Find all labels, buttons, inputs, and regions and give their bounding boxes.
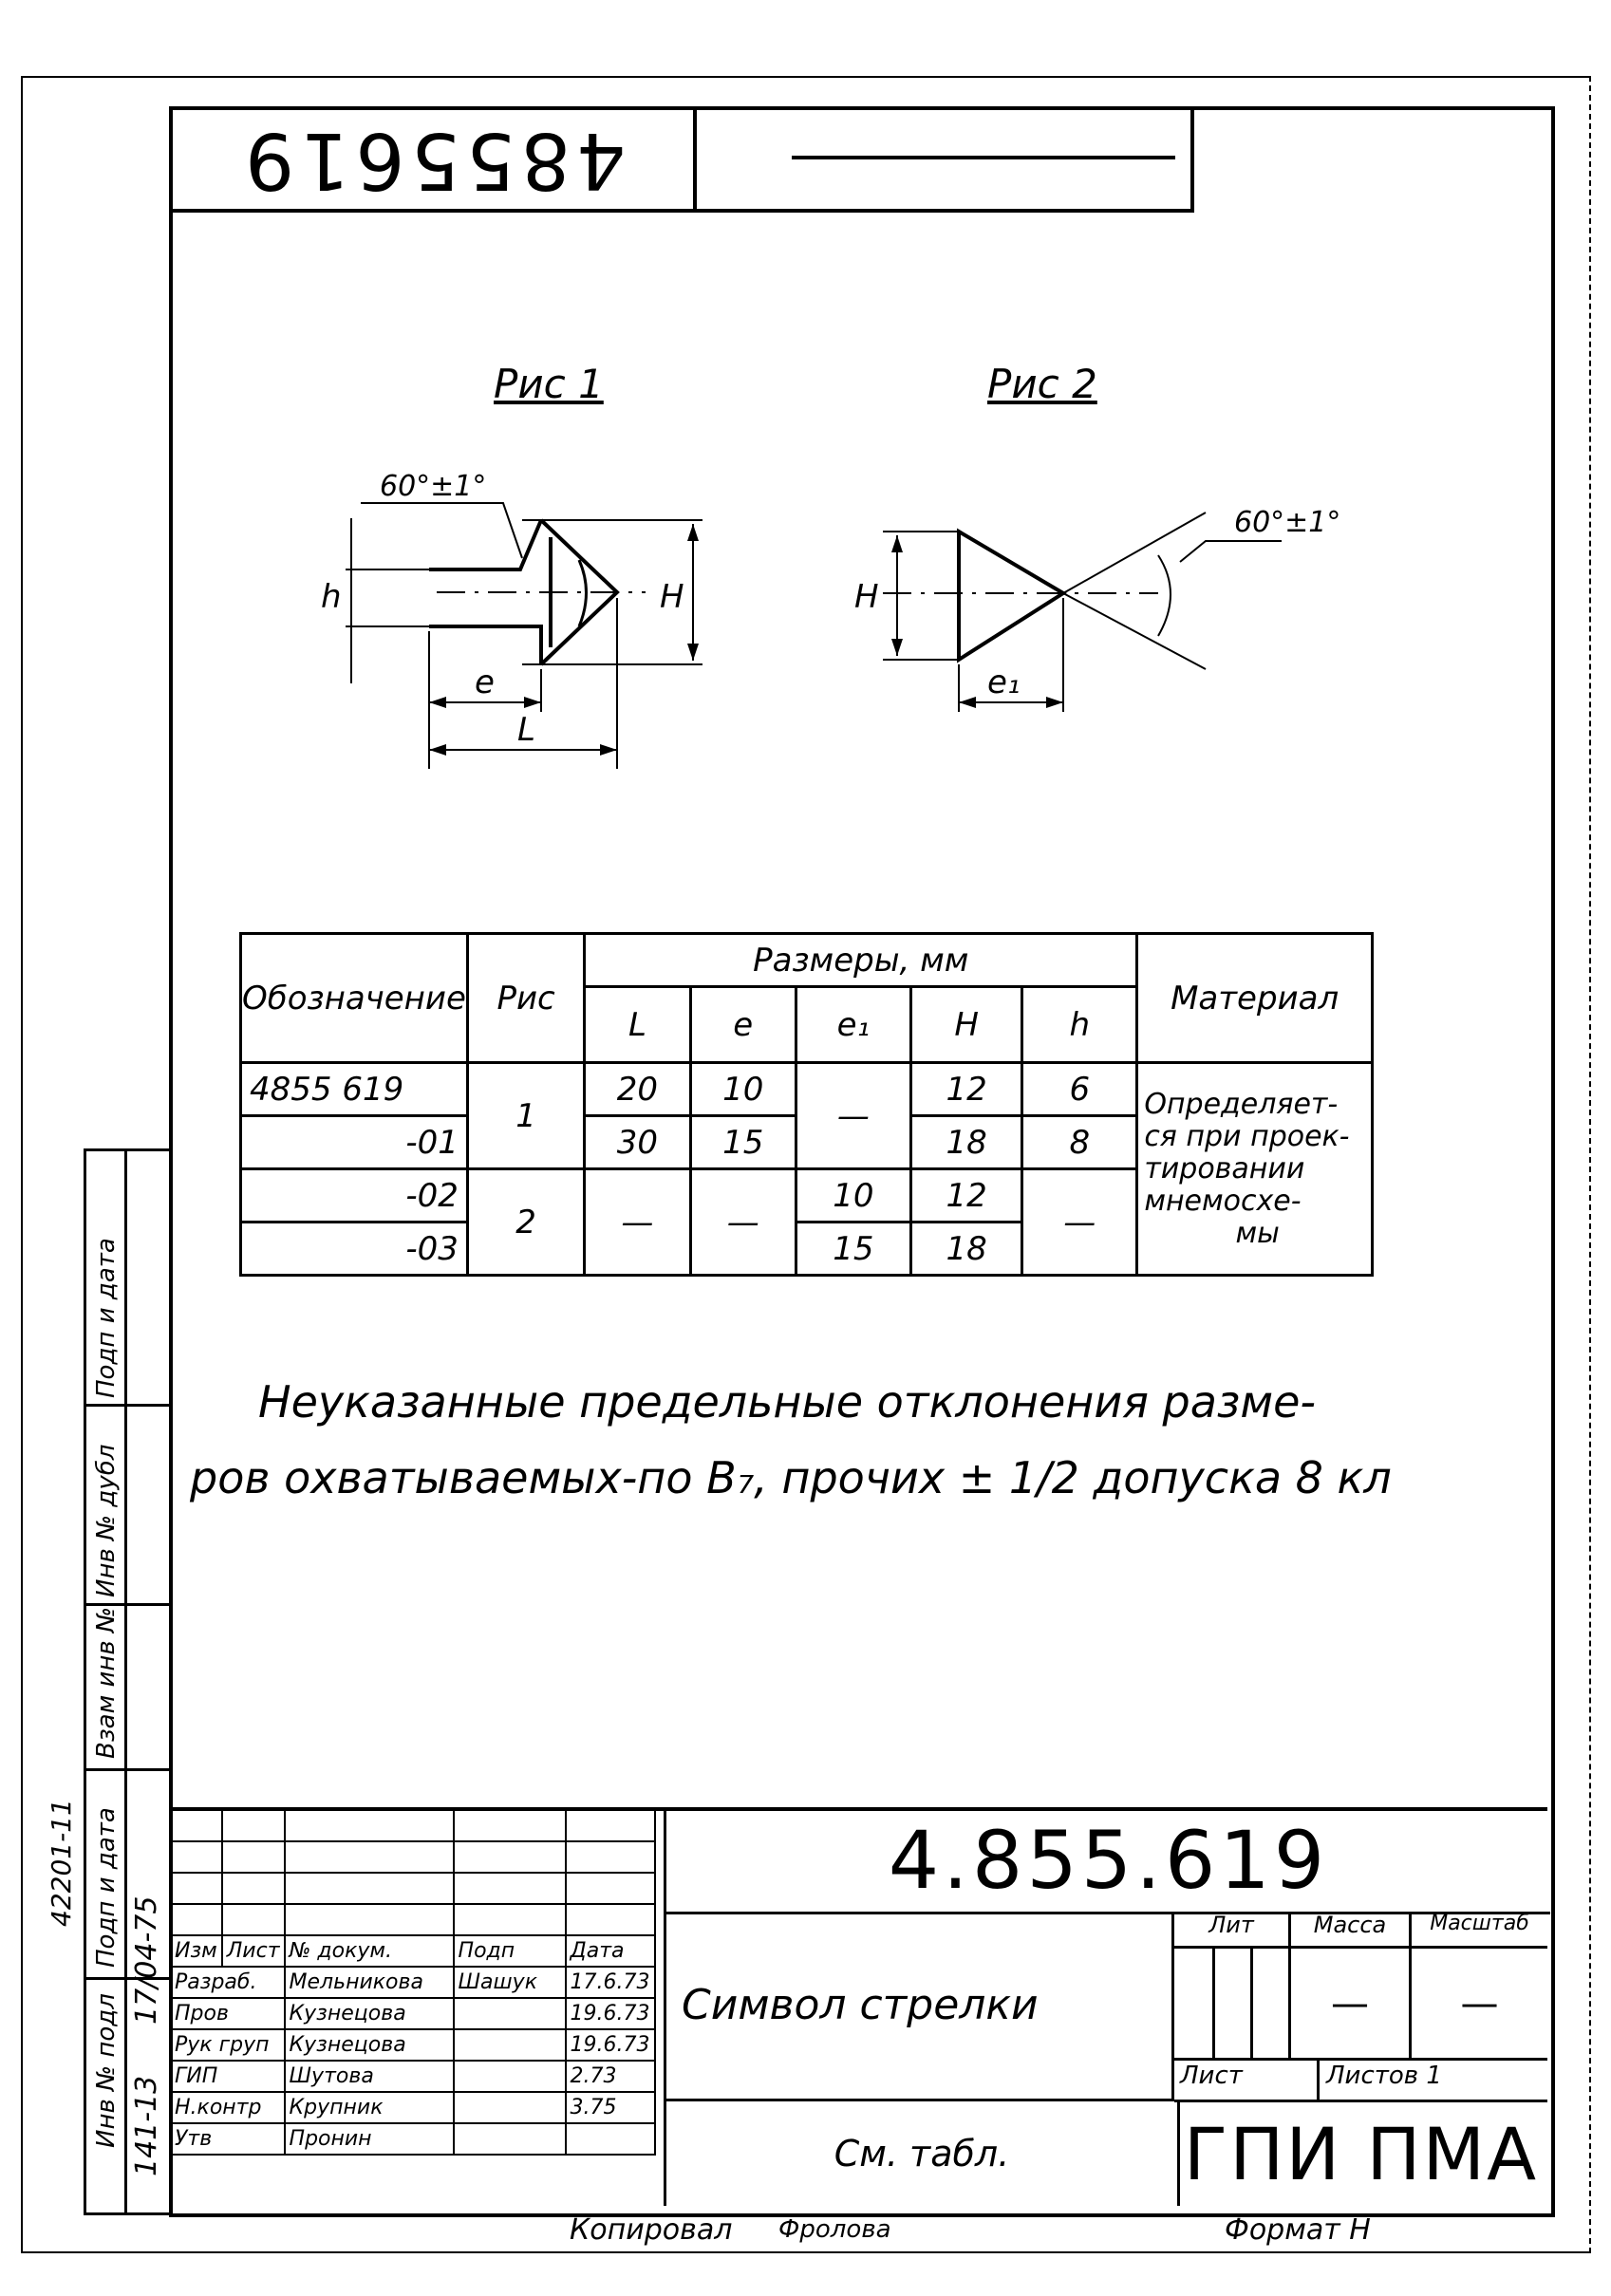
row-L: — — [585, 1169, 690, 1276]
signature — [454, 2061, 566, 2092]
signature: Шашук — [454, 1967, 566, 1998]
row-h: 8 — [1022, 1116, 1137, 1169]
title-cell — [664, 1912, 1174, 2101]
row-e1: 10 — [796, 1169, 910, 1223]
fig1-label: Рис 1 — [494, 361, 604, 407]
fig1-drawing — [304, 465, 740, 778]
material-line: ся при проек- — [1144, 1119, 1350, 1153]
scale-label: Масштаб — [1412, 1912, 1547, 1949]
col-header: Дата — [566, 1935, 655, 1967]
sheet-row — [1174, 2058, 1547, 2102]
material-line: тировании — [1144, 1151, 1305, 1185]
fig2-H: H — [854, 578, 879, 616]
row-fig: 1 — [467, 1063, 584, 1169]
person-name: Шутова — [285, 2061, 454, 2092]
sidebar-label: Инв № дубл — [92, 1444, 121, 1597]
signature — [454, 2029, 566, 2061]
col-header: Подп — [454, 1935, 566, 1967]
row-L: 30 — [585, 1116, 690, 1169]
org-cell — [1174, 2101, 1547, 2206]
person-name: Кузнецова — [285, 1998, 454, 2029]
fig2-angle: 60°±1° — [1234, 506, 1341, 539]
doc-number: 4.855.619 — [888, 1814, 1329, 1907]
sheet-label: Лист — [1180, 2062, 1243, 2090]
signature-row — [170, 2061, 655, 2092]
fig1-angle: 60°±1° — [380, 470, 487, 503]
date: 17.6.73 — [566, 1967, 655, 1998]
fig2-drawing — [845, 503, 1433, 721]
row-H: 18 — [911, 1223, 1022, 1276]
row-designation: -02 — [241, 1169, 468, 1223]
material-cell — [1137, 1063, 1373, 1276]
role: ГИП — [170, 2061, 285, 2092]
mass-value: — — [1291, 1949, 1412, 2058]
stamp-number: 4855619 — [239, 114, 627, 205]
row-h: 6 — [1022, 1063, 1137, 1116]
row-e1: 15 — [796, 1223, 910, 1276]
row-h: — — [1022, 1169, 1137, 1276]
sidebar-label: Взам инв № — [92, 1607, 121, 1759]
date: 2.73 — [566, 2061, 655, 2092]
col-header: Лист — [222, 1935, 285, 1967]
sidebar-label: Подп и дата — [92, 1807, 121, 1968]
lit-mass-scale — [1174, 1912, 1547, 2061]
org-name: ГПИ ПМА — [1183, 2111, 1539, 2196]
sidebar-handwritten: 17/04-75 — [130, 1895, 163, 2025]
person-name: Кузнецова — [285, 2029, 454, 2061]
dimensions-table — [239, 932, 1374, 1277]
format-label: Формат Н — [1225, 2213, 1371, 2247]
sidebar-handwritten: 141-13 — [130, 2075, 163, 2176]
material-line: Определяет- — [1144, 1087, 1339, 1121]
fig1-h: h — [321, 578, 342, 616]
fig1-e: e — [475, 663, 495, 701]
material-ref: См. табл. — [834, 2133, 1010, 2175]
role: Пров — [170, 1998, 285, 2029]
fig2-e1: e₁ — [987, 663, 1021, 701]
row-L: 20 — [585, 1063, 690, 1116]
row-H: 12 — [911, 1169, 1022, 1223]
signature-row — [170, 2029, 655, 2061]
signature — [454, 2092, 566, 2123]
signature-row — [170, 1967, 655, 1998]
top-stamp — [169, 106, 697, 213]
fig1-H: H — [660, 578, 684, 616]
copier-name: Фролова — [778, 2215, 891, 2244]
fig1-L: L — [517, 711, 535, 749]
signature-row — [170, 2123, 655, 2155]
header-designation: Обозначение — [241, 934, 468, 1063]
subheader-e: e — [690, 987, 796, 1063]
person-name: Мельникова — [285, 1967, 454, 1998]
col-header: № докум. — [285, 1935, 454, 1967]
doc-number-cell — [664, 1809, 1550, 1914]
subheader-L: L — [585, 987, 690, 1063]
copied-label: Копировал — [570, 2213, 733, 2247]
top-stamp-box — [689, 106, 1194, 213]
date: 19.6.73 — [566, 2029, 655, 2061]
subheader-h: h — [1022, 987, 1137, 1063]
person-name: Пронин — [285, 2123, 454, 2155]
role: Н.контр — [170, 2092, 285, 2123]
sidebar-label: Инв № подл — [92, 1993, 121, 2148]
material-ref-cell — [664, 2101, 1180, 2206]
material-line: мнемосхе- — [1144, 1184, 1302, 1218]
date: 3.75 — [566, 2092, 655, 2123]
signature — [454, 2123, 566, 2155]
row-designation: -01 — [241, 1116, 468, 1169]
role: Утв — [170, 2123, 285, 2155]
signature-row — [170, 1998, 655, 2029]
subheader-H: H — [911, 987, 1022, 1063]
signature-table — [169, 1809, 656, 2156]
row-e1: — — [796, 1063, 910, 1169]
date: 19.6.73 — [566, 1998, 655, 2029]
header-fig: Рис — [467, 934, 584, 1063]
row-H: 12 — [911, 1063, 1022, 1116]
row-e: 15 — [690, 1116, 796, 1169]
note-line-2: ров охватываемых-по B₇, прочих ± 1/2 допуска 8 кл — [190, 1452, 1392, 1503]
signature — [454, 1998, 566, 2029]
row-fig: 2 — [467, 1169, 584, 1276]
date — [566, 2123, 655, 2155]
scale-value: — — [1460, 1981, 1499, 2025]
row-e: 10 — [690, 1063, 796, 1116]
header-material: Материал — [1137, 934, 1373, 1063]
signature-row — [170, 2092, 655, 2123]
sidebar-label: Подп и дата — [92, 1238, 121, 1398]
lit-label: Лит — [1174, 1912, 1291, 1949]
mass-label: Масса — [1291, 1912, 1412, 1949]
sidebar — [84, 1148, 172, 2215]
row-designation: -03 — [241, 1223, 468, 1276]
subheader-e1: e₁ — [796, 987, 910, 1063]
col-header: Изм — [170, 1935, 222, 1967]
fig2-label: Рис 2 — [987, 361, 1097, 407]
row-e: — — [690, 1169, 796, 1276]
sidebar-margin-number: 42201-11 — [46, 1799, 77, 1927]
doc-title: Символ стрелки — [682, 1981, 1039, 2029]
sheets-label: Листов 1 — [1326, 2062, 1442, 2090]
row-designation: 4855 619 — [241, 1063, 468, 1116]
note-line-1: Неуказанные предельные отклонения разме- — [258, 1376, 1316, 1428]
person-name: Крупник — [285, 2092, 454, 2123]
role: Рук груп — [170, 2029, 285, 2061]
material-line: мы — [1235, 1216, 1280, 1250]
header-sizes: Размеры, мм — [585, 934, 1137, 987]
role: Разраб. — [170, 1967, 285, 1998]
table-row — [241, 1063, 1373, 1116]
row-H: 18 — [911, 1116, 1022, 1169]
